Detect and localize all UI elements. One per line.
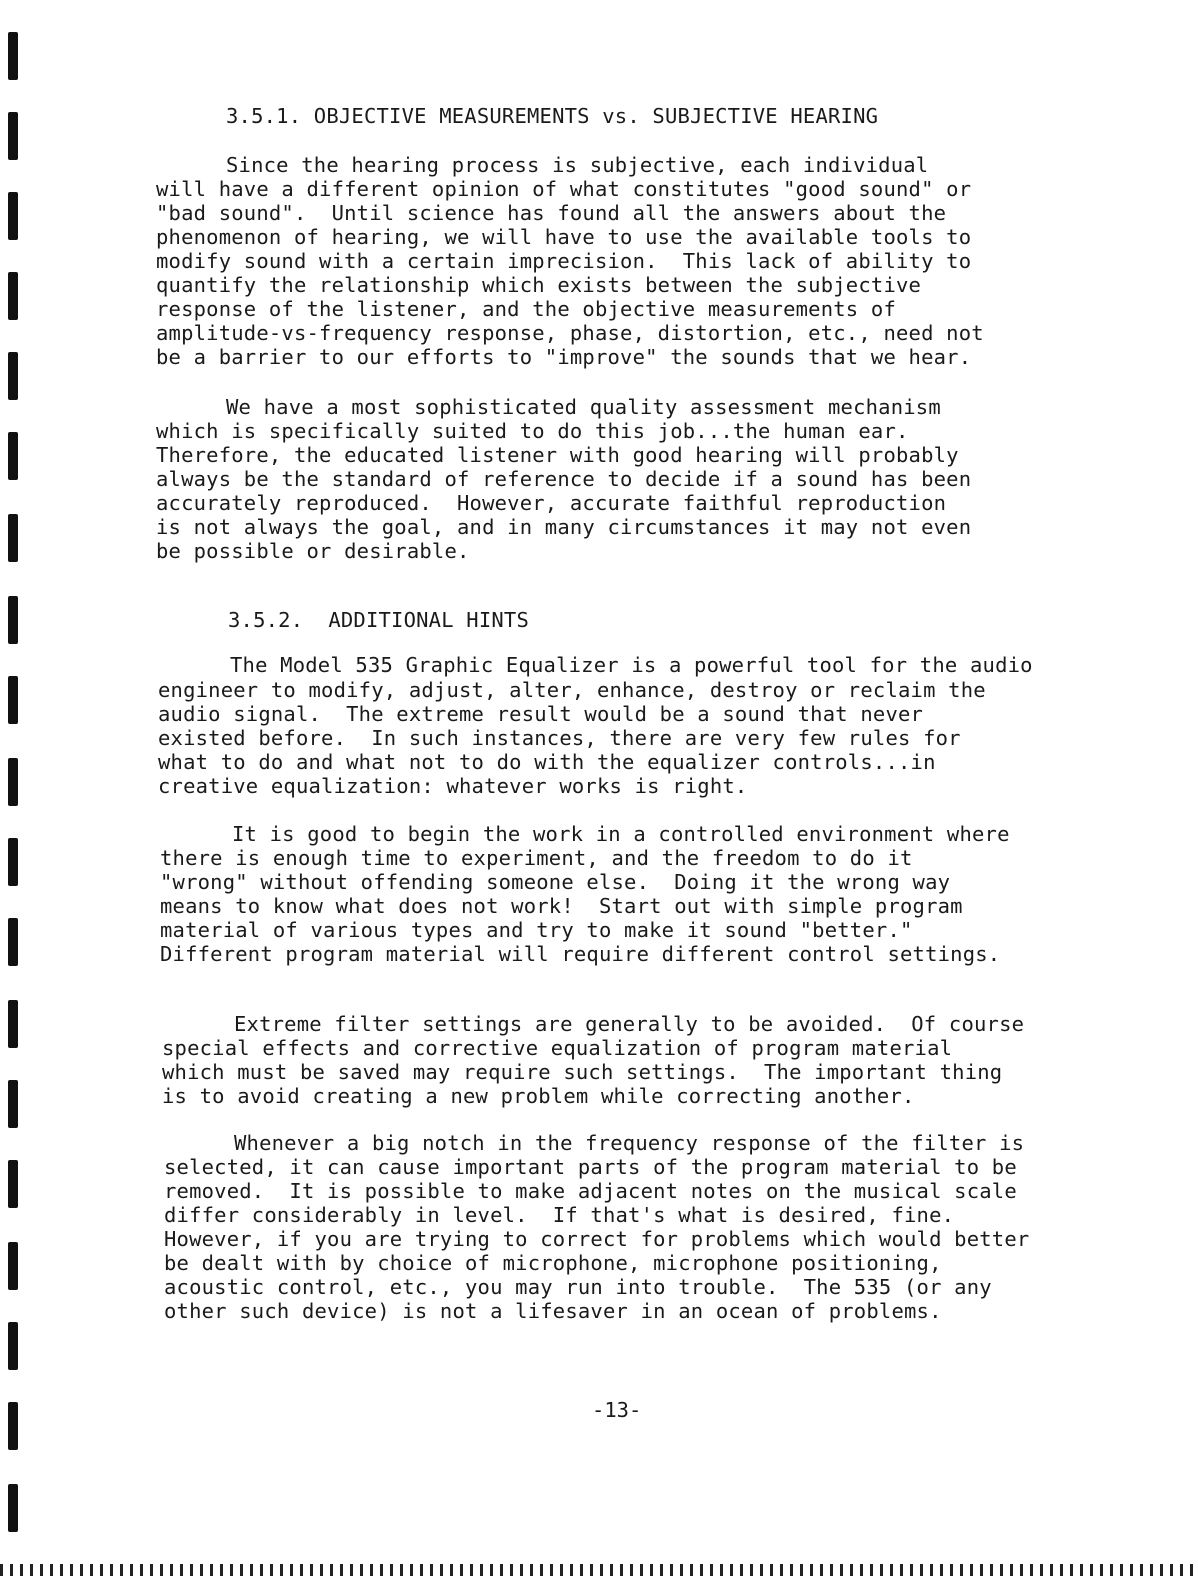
binding-hole <box>8 112 18 160</box>
text-line: engineer to modify, adjust, alter, enhance, destroy or reclaim the <box>158 678 986 702</box>
text-line: is not always the goal, and in many circumstances it may not even <box>156 515 972 539</box>
text-line: phenomenon of hearing, we will have to use the available tools to <box>156 225 972 249</box>
text-line: It is good to begin the work in a controlled environment where <box>232 822 1010 846</box>
text-line: "wrong" without offending someone else. Doing it the wrong way <box>160 870 951 894</box>
binding-hole <box>8 514 18 562</box>
binding-holes <box>0 0 40 1576</box>
text-line: existed before. In such instances, there are very few rules for <box>158 726 961 750</box>
binding-hole <box>8 1402 18 1450</box>
text-line: which is specifically suited to do this job...the human ear. <box>156 419 909 443</box>
binding-hole <box>8 1322 18 1370</box>
binding-hole <box>8 758 18 806</box>
binding-hole <box>8 352 18 400</box>
text-line: creative equalization: whatever works is right. <box>158 774 748 798</box>
text-line: removed. It is possible to make adjacent notes on the musical scale <box>164 1179 1017 1203</box>
text-line: However, if you are trying to correct for problems which would better <box>164 1227 1030 1251</box>
binding-hole <box>8 838 18 886</box>
text-line: differ considerably in level. If that's what is desired, fine. <box>164 1203 955 1227</box>
text-line: "bad sound". Until science has found all the answers about the <box>156 201 947 225</box>
text-line: Different program material will require different control settings. <box>160 942 1001 966</box>
text-line: what to do and what not to do with the equalizer controls...in <box>158 750 936 774</box>
text-line: always be the standard of reference to decide if a sound has been <box>156 467 972 491</box>
text-line: means to know what does not work! Start out with simple program <box>160 894 963 918</box>
text-line: amplitude-vs-frequency response, phase, distortion, etc., need not <box>156 321 984 345</box>
text-line: audio signal. The extreme result would be a sound that never <box>158 702 924 726</box>
text-line: Extreme filter settings are generally to be avoided. Of course <box>234 1012 1025 1036</box>
text-line: response of the listener, and the objective measurements of <box>156 297 896 321</box>
text-line: The Model 535 Graphic Equalizer is a powerful tool for the audio <box>230 653 1033 677</box>
text-line: material of various types and try to make it sound "better." <box>160 918 913 942</box>
text-line: special effects and corrective equalization of program material <box>162 1036 953 1060</box>
binding-hole <box>8 1000 18 1048</box>
binding-hole <box>8 1484 18 1532</box>
text-line: accurately reproduced. However, accurate faithful reproduction <box>156 491 947 515</box>
text-line: quantify the relationship which exists between the subjective <box>156 273 922 297</box>
text-line: Since the hearing process is subjective, each individual <box>226 153 929 177</box>
text-line: be dealt with by choice of microphone, microphone positioning, <box>164 1251 942 1275</box>
text-line: will have a different opinion of what constitutes "good sound" or <box>156 177 972 201</box>
section-heading: 3.5.1. OBJECTIVE MEASUREMENTS vs. SUBJECTIVE HEARING <box>226 104 879 128</box>
text-line: be possible or desirable. <box>156 539 470 563</box>
text-line: Therefore, the educated listener with good hearing will probably <box>156 443 959 467</box>
binding-hole <box>8 596 18 644</box>
text-line: be a barrier to our efforts to "improve" the sounds that we hear. <box>156 345 972 369</box>
binding-hole <box>8 1242 18 1290</box>
section-heading: 3.5.2. ADDITIONAL HINTS <box>228 608 530 632</box>
binding-hole <box>8 432 18 480</box>
binding-hole <box>8 1160 18 1208</box>
binding-hole <box>8 918 18 966</box>
text-line: acoustic control, etc., you may run into trouble. The 535 (or any <box>164 1275 992 1299</box>
text-line: is to avoid creating a new problem while correcting another. <box>162 1084 915 1108</box>
text-line: Whenever a big notch in the frequency response of the filter is <box>234 1131 1025 1155</box>
text-line: We have a most sophisticated quality assessment mechanism <box>226 395 941 419</box>
page-bottom-edge <box>0 1564 1198 1576</box>
text-line: selected, it can cause important parts of the program material to be <box>164 1155 1017 1179</box>
binding-hole <box>8 676 18 724</box>
text-line: other such device) is not a lifesaver in an ocean of problems. <box>164 1299 942 1323</box>
text-line: there is enough time to experiment, and the freedom to do it <box>160 846 913 870</box>
text-line: which must be saved may require such settings. The important thing <box>162 1060 1003 1084</box>
binding-hole <box>8 1080 18 1128</box>
text-line: modify sound with a certain imprecision. This lack of ability to <box>156 249 972 273</box>
binding-hole <box>8 272 18 320</box>
page-number: -13- <box>592 1398 642 1422</box>
binding-hole <box>8 32 18 80</box>
binding-hole <box>8 192 18 240</box>
